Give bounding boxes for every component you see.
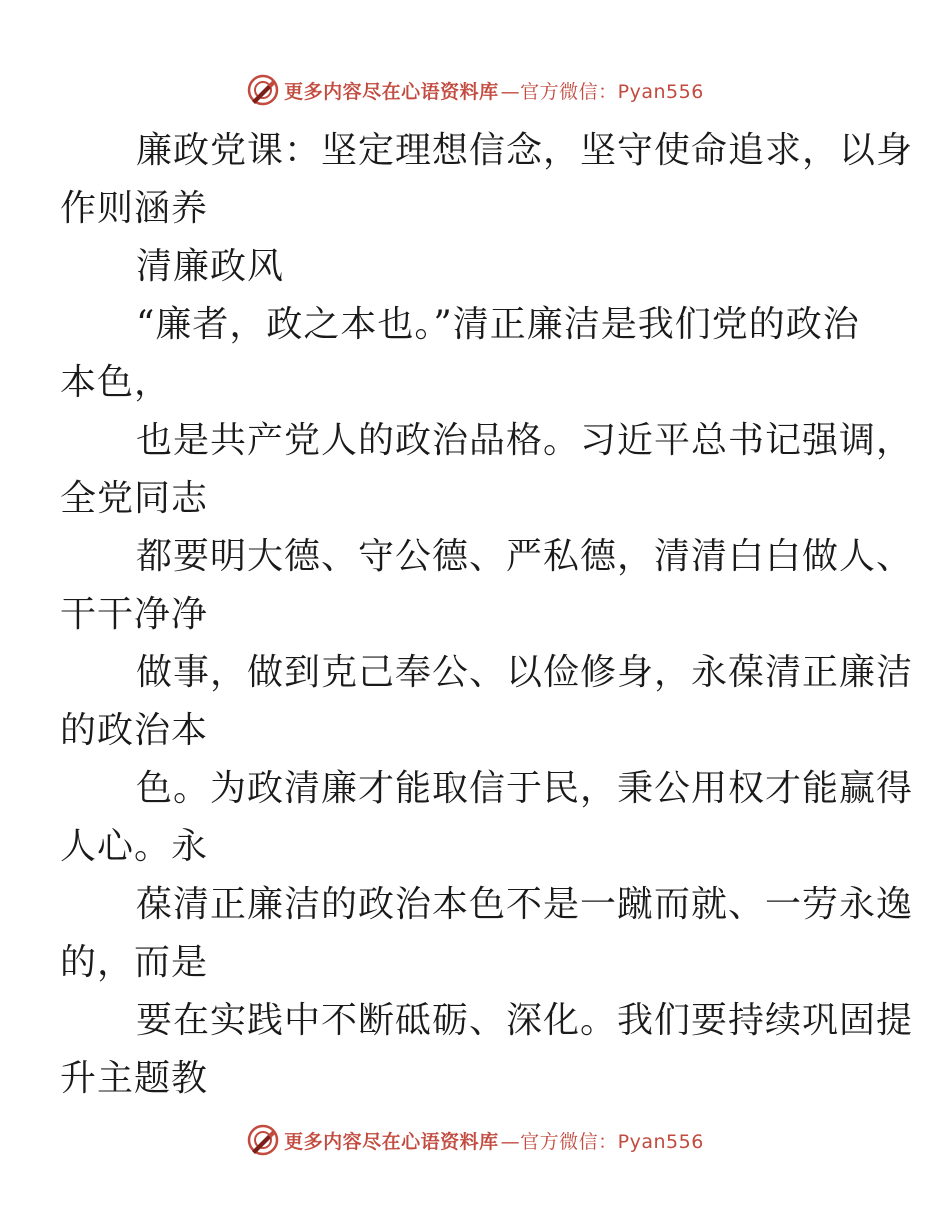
- text-line: 的，而是: [60, 942, 209, 983]
- text-line: 全党同志: [60, 478, 209, 519]
- text-line: 人心。永: [60, 826, 209, 867]
- paragraph: [60, 528, 914, 644]
- footer-contact: —官方微信：Pyan556: [500, 1130, 704, 1153]
- text-line: 要在实践中不断砥砺、深化。我们要持续巩固提: [136, 1000, 914, 1041]
- text-line: 都要明大德、守公德、严私德，清清白白做人、: [136, 536, 914, 577]
- text-line: 作则涵养: [60, 188, 209, 229]
- text-line: 做事，做到克己奉公、以俭修身，永葆清正廉洁: [136, 652, 914, 693]
- text-line: 本色，: [60, 362, 172, 403]
- paragraph: [60, 992, 914, 1108]
- paragraph: [60, 296, 860, 412]
- footer-banner: [0, 1120, 950, 1160]
- header-banner: [0, 70, 950, 110]
- pen-logo-icon: [246, 1123, 280, 1157]
- paragraph: [60, 122, 914, 238]
- paragraph: [98, 238, 858, 296]
- text-line: “廉者，政之本也。”清正廉洁是我们党的政治: [136, 304, 860, 345]
- text-line: 干干净净: [60, 594, 209, 635]
- text-line: 廉政党课：坚定理想信念，坚守使命追求，以身: [136, 130, 914, 171]
- paragraph: [60, 644, 914, 760]
- text-line: 葆清正廉洁的政治本色不是一蹴而就、一劳永逸: [136, 884, 914, 925]
- header-slogan: 更多内容尽在心语资料库: [284, 80, 499, 103]
- paragraph: [60, 876, 914, 992]
- text-line: 清廉政风: [136, 246, 285, 287]
- footer-slogan: 更多内容尽在心语资料库: [284, 1130, 499, 1153]
- pen-logo-icon: [246, 73, 280, 107]
- text-line: 升主题教: [60, 1058, 209, 1099]
- header-contact: —官方微信：Pyan556: [500, 80, 704, 103]
- text-line: 也是共产党人的政治品格。习近平总书记强调，: [136, 420, 914, 461]
- paragraph: [60, 412, 914, 528]
- document-body: [60, 122, 914, 1108]
- text-line: 的政治本: [60, 710, 209, 751]
- text-line: 色。为政清廉才能取信于民，秉公用权才能赢得: [136, 768, 914, 809]
- paragraph: [60, 760, 914, 876]
